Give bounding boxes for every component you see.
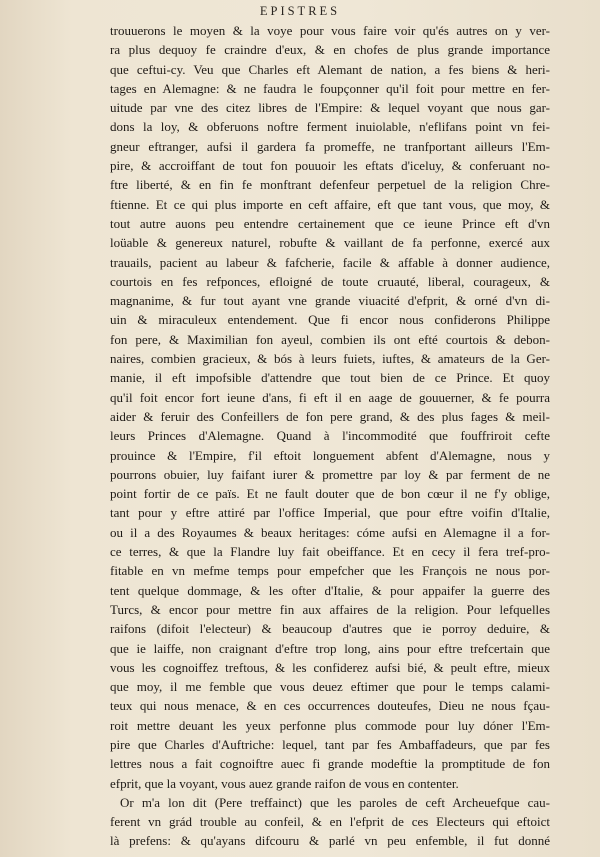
text-line: teux qui nous menace, & en ces occurrences douteufes, Dieu ne nous fçau- [110, 698, 550, 714]
text-line: naires, combien gracieux, & bós à leurs fuiets, iuftes, & amateurs de la Ger- [110, 351, 550, 367]
text-line: ou il a des Royaumes & beaux heritages: cóme aufsi en Alemagne il a for- [110, 524, 550, 540]
text-line: trouuerons le moyen & la voye pour vous faire voir qu'és autres on y ver- [110, 23, 550, 38]
text-line: tant pour y eftre attiré par l'office Imperial, que pour eftre voifin d'Italie, [110, 505, 550, 521]
text-line: ftre liberté, & en fin fe monftrant defenfeur perpetuel de la religion Chre- [110, 177, 550, 193]
text-line: gneur eftranger, aufsi il gardera fa promeffe, ne tranfportant ailleurs l'Em- [110, 138, 550, 154]
text-line: pire que Charles d'Auftriche: lequel, tant par fes Ambaffadeurs, que par fes [110, 736, 550, 752]
text-line: que ceftui-cy. Veu que Charles eft Alemant de nation, a fes biens & heri- [110, 61, 550, 77]
text-line: magnanime, & fur tout ayant vne grande viuacité d'efprit, & orné d'vn di- [110, 293, 550, 309]
text-line: Turcs, & encor pour mettre fin aux affaires de la religion. Pour lefquelles [110, 601, 550, 617]
text-line: courtois en fes refponces, efloigné de toute cruauté, liberal, courageux, & [110, 273, 550, 289]
text-line: loüable & genereux naturel, robufte & vaillant de fa perfonne, exercé aux [110, 235, 550, 251]
text-line: vous les cognoiffez treftous, & les confiderez aufsi bié, & peult eftre, mieux [110, 659, 550, 675]
text-line: leurs Princes d'Alemagne. Quand à l'incommodité que fouffriroit cefte [110, 428, 550, 444]
text-line: dons la loy, & obferuons noftre ferment inuiolable, n'eflifans point vn fei- [110, 119, 550, 135]
text-line: efprit, que la voyant, vous auez grande raifon de vous en contenter. [110, 775, 459, 791]
running-head: EPISTRES [259, 4, 341, 18]
text-line: tout autre auons peu entendre certainement que ce ieune Prince eft d'vn [110, 215, 550, 231]
text-line: lettres nous a fait cognoiftre auec fi grande modeftie la promptitude de fon [110, 756, 550, 772]
text-line: uitude par vne des citez libres de l'Empire: & lequel voyant que nous gar- [110, 100, 550, 116]
text-line: Or m'a lon dit (Pere treffainct) que les paroles de ceft Archeuefque cau- [120, 794, 550, 810]
text-line: ce terres, & que la Flandre luy fait obeiffance. Et en cecy il fera tref-pro- [110, 544, 550, 560]
text-line: fon pere, & Maximilian fon ayeul, combien ils ont efté courtois & debon- [110, 331, 550, 347]
text-line: tent quelque dommage, & les ofter d'Italie, & pour appaifer la guerre des [110, 582, 550, 598]
text-line: prouince & l'Empire, f'il eftoit longuement abfent d'Alemagne, nous y [110, 447, 550, 463]
text-line: tages en Alemagne: & ne faudra le foupçonner qu'il foit pour mettre en fer- [110, 80, 550, 96]
text-line: aider & feruir des Confeillers de fon pere grand, & des plus fages & meil- [110, 408, 550, 424]
text-line: manie, il eft impofsible d'attendre que tout bien de ce Prince. Et quoy [110, 370, 550, 386]
text-line: que moy, il me femble que vous deuez eftimer que pour le temps calami- [110, 679, 550, 695]
text-line: point fortir de ce païs. Et ne fault douter que de bon cœur il ne f'y oblige, [110, 486, 550, 502]
text-line: ferent vn grád trouble au confeil, & en l'efprit de ces Electeurs qui eftoict [110, 814, 550, 830]
text-line: raifons (difoit l'electeur) & beaucoup d'autres que ie porroy deduire, & [110, 621, 550, 637]
text-line: roit mettre deuant les yeux perfonne plus commode pour luy dóner l'Em- [110, 717, 550, 733]
text-line: qu'il foit encor fort ieune d'ans, fi eft il en aage de gouuerner, & fe pourra [110, 389, 550, 405]
body-text [110, 21, 550, 851]
text-line: ra plus dequoy fe craindre d'eux, & en chofes de plus grande importance [110, 42, 550, 58]
text-line: que ie laiffe, non craignant d'eftre trop long, ains pour eftre trefcertain que [110, 640, 550, 656]
text-line: uin & miraculeux entendement. Que fi encor nous confiderons Philippe [110, 312, 550, 328]
text-line: là prefens: & qu'ayans difcouru & parlé vn peu enfemble, il fut donné [110, 833, 550, 849]
text-line: trauails, pacient au labeur & fafcherie, facile & affable à donner audience, [110, 254, 550, 270]
text-line: ftienne. Et ce qui plus importe en ceft affaire, eft que tant vous, que moy, & [110, 196, 550, 212]
text-line: fitable en vn mefme temps pour empefcher que les François ne nous por- [110, 563, 550, 579]
text-line: pire, & accroiffant de tout fon pouuoir les eftats d'iceluy, & conferuant no- [110, 158, 550, 174]
text-line: pourrons obuier, luy faifant iurer & promettre par loy & par ferment de ne [110, 466, 550, 482]
